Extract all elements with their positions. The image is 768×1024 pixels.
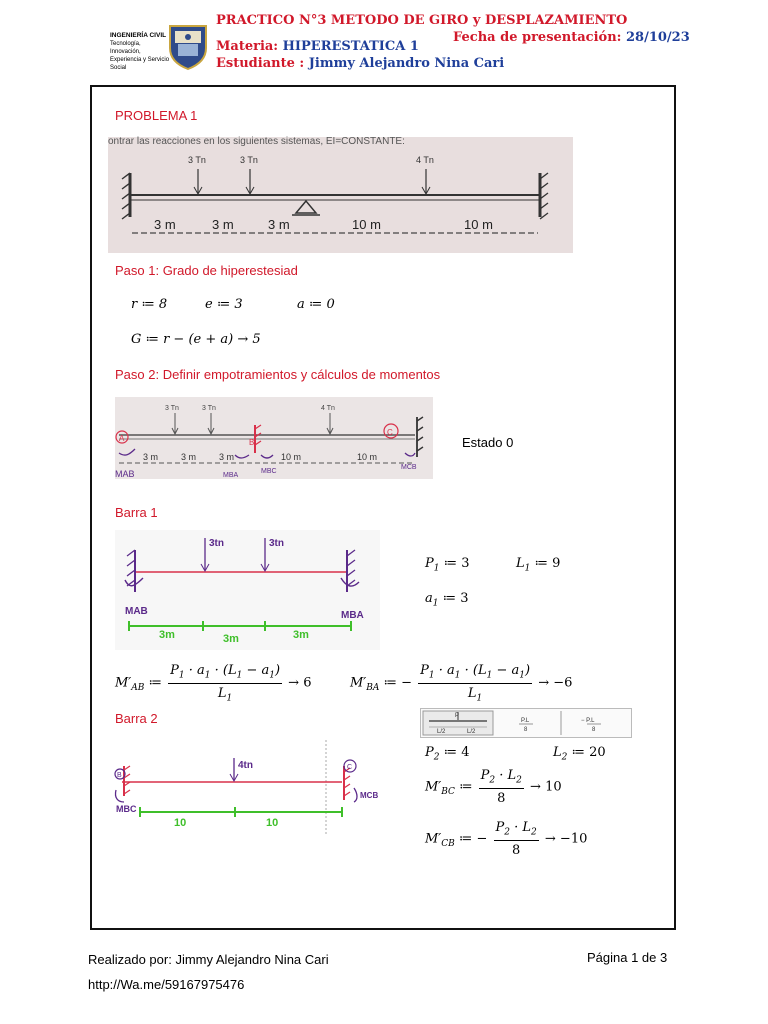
bar1-diagram <box>115 530 380 650</box>
fem-8-2: 8 <box>592 727 596 733</box>
s0-node-B: B <box>249 438 255 447</box>
fem-table <box>420 708 632 738</box>
footer-page: Página 1 de 3 <box>587 950 668 965</box>
equation-L2: $L_2$ ≔ 20 <box>553 745 606 763</box>
s0-span-4: 10 m <box>281 452 302 462</box>
bar1-moment-MAB: MAB <box>125 606 148 617</box>
bar2-moment-MBC: MBC <box>116 804 137 814</box>
fem-8-1: 8 <box>524 727 528 733</box>
fem-half-2: L/2 <box>467 729 476 735</box>
problem-beam-diagram <box>108 137 573 253</box>
s0-moment-MCB: MCB <box>401 464 417 471</box>
equation-G: G ≔ r − (e + a) → 5 <box>131 332 261 347</box>
state0-photo <box>115 397 433 479</box>
equation-MBC: $M'_{BC}$ ≔ $\frac{P_2 \cdot L_2}{8}$ → 10 <box>425 768 562 806</box>
estudiante-line: Estudiante : Jimmy Alejandro Nina Cari <box>216 56 505 71</box>
bar1-moment-MBA: MBA <box>341 610 364 621</box>
bar1-span-1: 3m <box>159 629 175 641</box>
document-title: PRACTICO N°3 METODO DE GIRO y DESPLAZAMIENTO <box>216 13 628 28</box>
photo-caption: ontrar las reacciones en los siguientes sistemas, EI=CONSTANTE: <box>108 136 405 147</box>
span-label-2: 3 m <box>212 217 234 232</box>
load-label-2: 3 Tn <box>240 155 258 165</box>
bar1-load-2: 3tn <box>269 538 284 549</box>
equation-r: r ≔ 8 <box>131 297 168 312</box>
footer-link[interactable]: http://Wa.me/59167975476 <box>88 977 245 992</box>
footer-author: Realizado por: Jimmy Alejandro Nina Cari <box>88 952 329 967</box>
bar1-span-2: 3m <box>223 633 239 645</box>
s0-node-C: C <box>387 428 393 437</box>
span-label-4: 10 m <box>352 217 381 232</box>
bar2-node-C: C <box>347 764 353 771</box>
equation-P2: $P_2$ ≔ 4 <box>425 745 470 763</box>
fem-p-label: P <box>455 713 460 719</box>
equation-e: e ≔ 3 <box>205 297 243 312</box>
span-label-1: 3 m <box>154 217 176 232</box>
state0-label: Estado 0 <box>462 435 514 450</box>
s0-span-3: 3 m <box>219 452 235 462</box>
equation-P1: $P_1$ ≔ 3 <box>425 556 470 574</box>
fem-table-drawing <box>421 709 631 737</box>
s0-span-2: 3 m <box>181 452 197 462</box>
equation-MAB: $M'_{AB}$ ≔ $\frac{P_1 \cdot a_1 \cdot (L_1 - a_1)}{L_1}$ → 6 <box>115 663 312 704</box>
fem-half-1: L/2 <box>437 729 446 735</box>
fem-pl-2: − P.L <box>581 718 595 724</box>
step1-heading: Paso 1: Grado de hiperestesiad <box>115 263 298 278</box>
s0-span-1: 3 m <box>143 452 159 462</box>
materia-line: Materia: HIPERESTATICA 1 <box>216 39 419 54</box>
bar1-heading: Barra 1 <box>115 505 158 520</box>
span-label-5: 10 m <box>464 217 493 232</box>
bar2-sketch <box>110 740 379 840</box>
bar2-node-B: B <box>117 772 122 779</box>
bar2-heading: Barra 2 <box>115 711 158 726</box>
equation-MCB: $M'_{CB}$ ≔ − $\frac{P_2 \cdot L_2}{8}$ → −10 <box>425 820 588 858</box>
s0-load-1: 3 Tn <box>165 405 179 412</box>
bar2-diagram <box>110 740 379 840</box>
logo-text: INGENIERÍA CIVIL Tecnología, Innovación, Experiencia y Servicio Social <box>110 32 170 71</box>
equation-MBA: $M'_{BA}$ ≔ − $\frac{P_1 \cdot a_1 \cdot (L_1 - a_1)}{L_1}$ → −6 <box>350 663 573 704</box>
s0-moment-MBA: MBA <box>223 472 239 479</box>
bar2-span-2: 10 <box>266 817 279 829</box>
step2-heading: Paso 2: Definir empotramientos y cálculos de momentos <box>115 367 441 382</box>
load-label-3: 4 Tn <box>416 155 434 165</box>
state0-diagram <box>115 397 433 479</box>
s0-moment-MBC: MBC <box>261 468 277 475</box>
equation-a: a ≔ 0 <box>297 297 335 312</box>
s0-load-3: 4 Tn <box>321 405 335 412</box>
s0-span-5: 10 m <box>357 452 378 462</box>
equation-L1: $L_1$ ≔ 9 <box>516 556 561 574</box>
fecha-line: Fecha de presentación: 28/10/23 <box>453 30 690 45</box>
s0-moment-MAB: MAB <box>115 469 135 479</box>
bar1-load-1: 3tn <box>209 538 224 549</box>
span-label-3: 3 m <box>268 217 290 232</box>
s0-node-A: A <box>119 434 125 443</box>
bar1-span-3: 3m <box>293 629 309 641</box>
s0-load-2: 3 Tn <box>202 405 216 412</box>
shield-icon <box>166 22 210 70</box>
logo <box>110 22 210 70</box>
load-label-1: 3 Tn <box>188 155 206 165</box>
bar2-span-1: 10 <box>174 817 187 829</box>
bar1-sketch <box>115 530 380 650</box>
bar2-load: 4tn <box>238 760 253 771</box>
problem-heading: PROBLEMA 1 <box>115 108 198 123</box>
fem-pl-1: P.L <box>521 718 530 724</box>
equation-a1: $a_1$ ≔ 3 <box>425 591 469 609</box>
problem-photo <box>108 137 573 253</box>
bar2-moment-MCB: MCB <box>360 791 379 800</box>
